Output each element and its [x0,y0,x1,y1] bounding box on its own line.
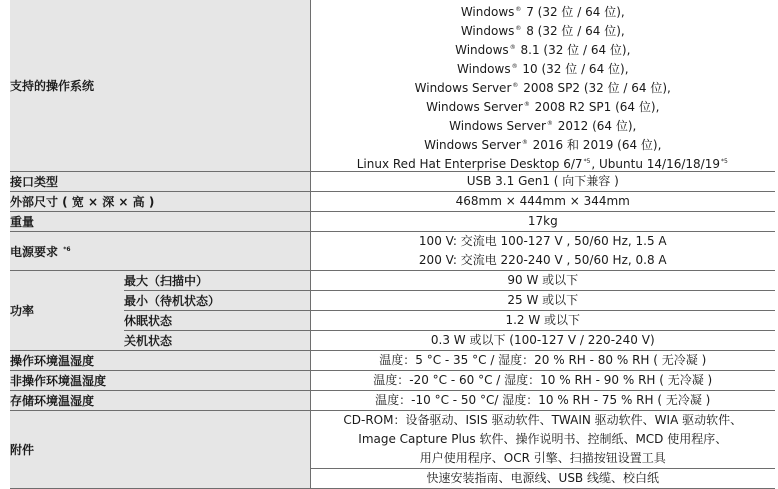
interface-label: 接口类型 [10,172,310,192]
os-label: 支持的操作系统 [10,0,310,172]
row-power-requirements [10,232,775,271]
power-max-value: 90 W 或以下 [310,271,775,291]
accessories-extra-value: 快速安装指南、电源线、USB 线缆、校白纸 [310,469,775,489]
os-line: Windows® 10 (32 位 / 64 位), [457,62,629,76]
row-operating-environment [10,351,775,371]
row-os [10,0,775,172]
accessories-label: 附件 [10,411,310,489]
os-line: Windows Server® 2016 和 2019 (64 位), [424,138,662,152]
os-line: Windows Server® 2008 SP2 (32 位 / 64 位), [414,81,671,95]
row-dimensions [10,192,775,212]
os-line-linux: Linux Red Hat Enterprise Desktop 6/7$^{*5}$, Ubuntu 14/16/18/19$^{*5}$ [356,157,728,171]
power-min-label: 最小（待机状态） [124,291,310,311]
operating-environment-label: 操作环境温湿度 [10,351,310,371]
row-interface [10,172,775,192]
weight-value: 17kg [310,212,775,232]
power-label: 功率 [10,271,124,351]
row-storage-environment [10,391,775,411]
row-power-max [10,271,775,291]
row-power-min [10,291,775,311]
os-line: Windows® 7 (32 位 / 64 位), [460,5,625,19]
row-power-off [10,331,775,351]
row-power-sleep [10,311,775,331]
interface-value: USB 3.1 Gen1 ( 向下兼容 ) [310,172,775,192]
storage-environment-label: 存储环境温湿度 [10,391,310,411]
os-line: Windows® 8.1 (32 位 / 64 位), [455,43,631,57]
non-operating-environment-value: 温度：-20 °C - 60 °C / 湿度：10 % RH - 90 % RH ( 无冷凝 ) [310,371,775,391]
dimensions-value: 468mm × 444mm × 344mm [310,192,775,212]
power-requirements-label: 电源要求 $^{*6}$ [10,232,310,271]
power-max-label: 最大（扫描中） [124,271,310,291]
dimensions-label: 外部尺寸 ( 宽 × 深 × 高 ) [10,192,310,212]
power-sleep-value: 1.2 W 或以下 [310,311,775,331]
os-value [310,0,775,172]
os-line: Windows Server® 2008 R2 SP1 (64 位), [426,100,660,114]
power-min-value: 25 W 或以下 [310,291,775,311]
os-line: Windows Server® 2012 (64 位), [449,119,637,133]
row-accessories [10,411,775,469]
accessories-cdrom-value: CD-ROM：设备驱动、ISIS 驱动软件、TWAIN 驱动软件、WIA 驱动软件、 Image Capture Plus 软件、操作说明书、控制纸、MCD 使用程序、 用户使用程序、OCR 引擎、扫描按钮设置工具 [310,411,775,469]
row-weight [10,212,775,232]
power-off-value: 0.3 W 或以下 (100-127 V / 220-240 V) [310,331,775,351]
spec-table [10,0,775,489]
storage-environment-value: 温度：-10 °C - 50 °C/ 湿度：10 % RH - 75 % RH ( 无冷凝 ) [310,391,775,411]
operating-environment-value: 温度：5 °C - 35 °C / 湿度：20 % RH - 80 % RH ( 无冷凝 ) [310,351,775,371]
row-non-operating-environment [10,371,775,391]
power-off-label: 关机状态 [124,331,310,351]
os-line: Windows® 8 (32 位 / 64 位), [460,24,625,38]
power-requirements-value: 100 V: 交流电 100-127 V , 50/60 Hz, 1.5 A 200 V: 交流电 220-240 V , 50/60 Hz, 0.8 A [310,232,775,271]
non-operating-environment-label: 非操作环境温湿度 [10,371,310,391]
weight-label: 重量 [10,212,310,232]
power-sleep-label: 休眠状态 [124,311,310,331]
